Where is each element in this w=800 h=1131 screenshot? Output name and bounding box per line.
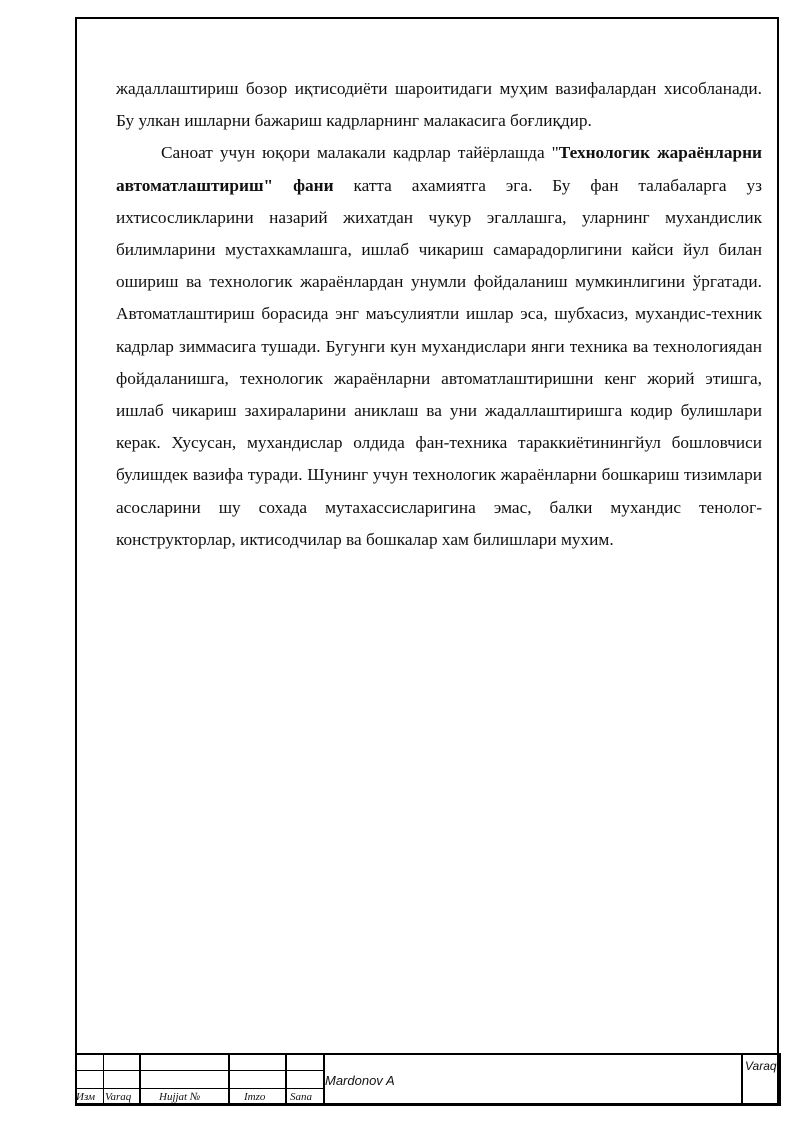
paragraph-2-end: катта ахамиятга эга. Бу фан талабаларга уз ихтисосликларини назарий жихатдан чукур эгаллашга, уларнинг мухандислик билимларини мустахкамлашга, ишлаб чикариш самарадорлигини кайси йул билан ошириш ва технологик жараёнлардан унумли фойдаланиш мумкинлигини ўргатади. Автоматлаштириш борасида энг маъсулиятли ишлар эса, шубхасиз, мухандис-техник кадрлар зиммасига тушади. Бугунги кун мухандислари янги техника ва технологиядан фойдаланишга, технологик жараёнларни автоматлаштиришни кенг жорий этишга, ишлаб чикариш захираларини аниклаш ва уни жадаллаштиришга кодир булишлари керак. Хусусан, мухандислар олдида фан-техника тараккиётинингйул бошловчиси булишдек вазифа туради. Шунинг учун технологик жараёнларни бошкариш тизимлари асосларини шу сохада мутахассисларигина эмас, балки мухандис тенолог-конструкторлар, иктисодчилар ва бошкалар хам билишлари мухим.	[116, 175, 762, 549]
subject-name-bold: Технологик жараёнларни автоматлаштириш" фани	[116, 143, 762, 195]
paragraph-1: жадаллаштириш бозор иқтисодиёти шароитидаги муҳим вазифалардан хисобланади. Бу улкан ишларни бажариш кадрларнинг малакасига боғлиқдир.	[116, 79, 762, 131]
sheet-label: Varaq	[745, 1059, 777, 1073]
title-block	[75, 1053, 781, 1106]
paragraph-2	[116, 137, 762, 556]
column-varaq-label: Varaq	[105, 1091, 132, 1103]
paragraph-2-start: Саноат учун юқори малакали кадрлар тайёрлашда "	[161, 143, 559, 163]
document-body	[116, 73, 762, 556]
column-imzo-label: Imzo	[244, 1091, 266, 1103]
author-name: Mardonov A	[325, 1073, 395, 1088]
column-izm-label: Изм	[76, 1091, 95, 1103]
column-sana-label: Sana	[290, 1091, 312, 1103]
column-hujjat-label: Hujjat №	[159, 1091, 201, 1103]
